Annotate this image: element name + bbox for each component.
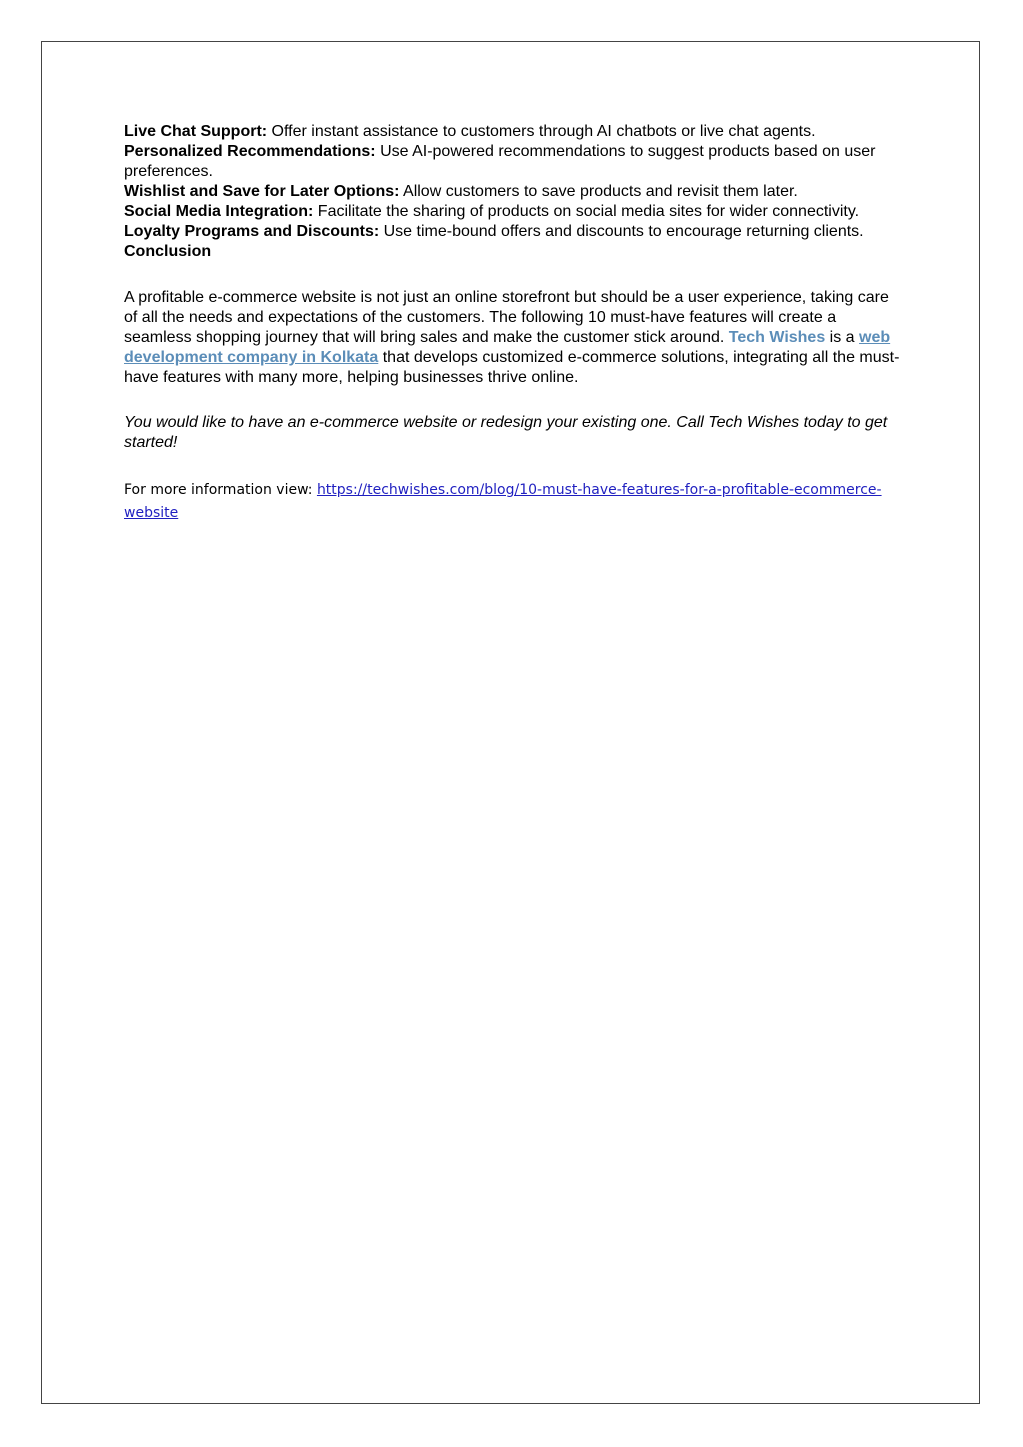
feature-social-media [124,202,904,222]
conclusion-text: that develops customized e-commerce solutions, integrating all the must-have features with many more, helping businesses thrive online. [124,349,900,386]
feature-term: Personalized Recommendations: [124,143,376,160]
web-development-company-link[interactable]: web development company in Kolkata [124,329,891,366]
conclusion-paragraph [124,288,904,388]
feature-loyalty-programs [124,222,904,242]
call-to-action: You would like to have an e-commerce website or redesign your existing one. Call Tech Wishes today to get started! [124,414,888,451]
feature-description: Use time-bound offers and discounts to encourage returning clients. [379,223,864,240]
conclusion-heading: Conclusion [124,243,212,260]
feature-description: Offer instant assistance to customers through AI chatbots or live chat agents. [267,123,816,140]
feature-description: Use AI-powered recommendations to suggest products based on user preferences. [124,143,876,180]
document-body [124,122,904,525]
feature-description: Allow customers to save products and revisit them later. [399,183,798,200]
article-url-link[interactable]: https://techwishes.com/blog/10-must-have-features-for-a-profitable-ecommerce-website [124,482,882,521]
conclusion-text: A profitable e-commerce website is not just an online storefront but should be a user experience, taking care of all the needs and expectations of the customers. The following 10 must-have features will create a seamless shopping journey that will bring sales and make the customer stick around. [124,289,889,346]
feature-term: Wishlist and Save for Later Options: [124,183,400,200]
brand-name: Tech Wishes [728,329,826,346]
feature-term: Social Media Integration: [124,203,314,220]
feature-wishlist [124,182,904,202]
feature-term: Live Chat Support: [124,123,268,140]
feature-description: Facilitate the sharing of products on social media sites for wider connectivity. [313,203,860,220]
conclusion-text: is a [825,329,860,346]
feature-personalized-recommendations [124,142,904,182]
more-info [124,479,904,525]
feature-live-chat [124,122,904,142]
feature-term: Loyalty Programs and Discounts: [124,223,380,240]
more-info-label: For more information view: [124,482,317,498]
